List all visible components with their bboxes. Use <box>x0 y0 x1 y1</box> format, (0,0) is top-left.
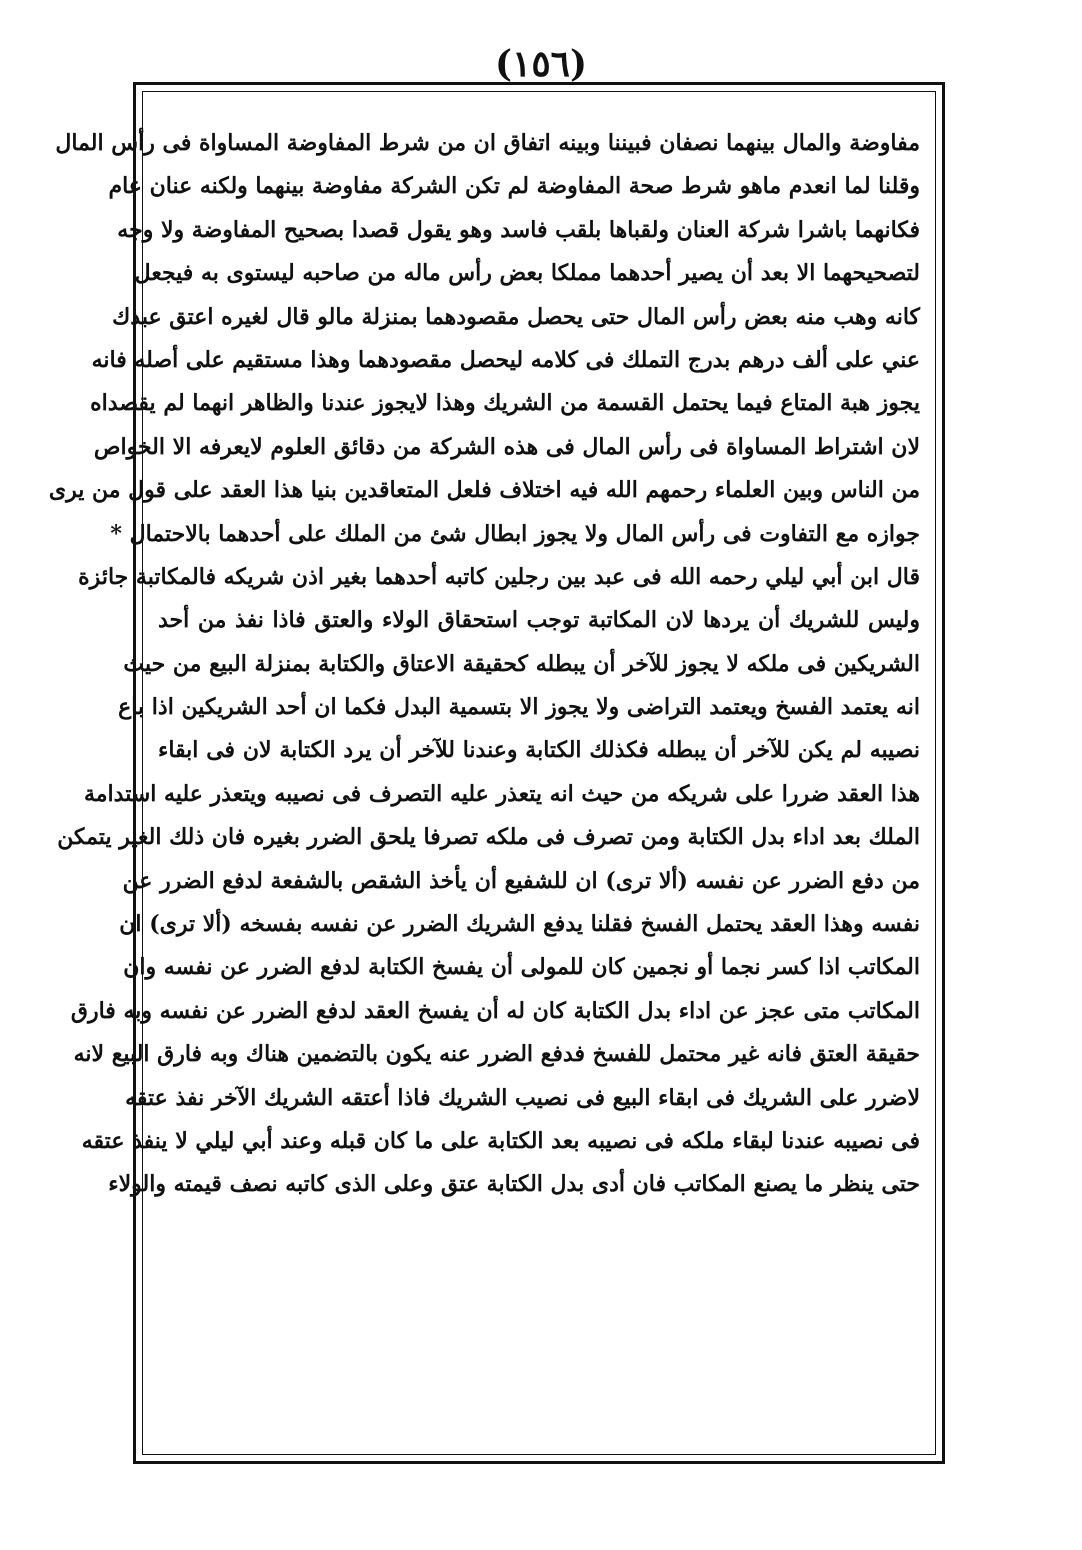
text-line: الشريكين فى ملكه لا يجوز للآخر أن يبطله كحقيقة الاعتاق والكتابة بمنزلة البيع من حيث <box>123 650 920 677</box>
text-line: كانه وهب منه بعض رأس المال حتى يحصل مقصودهما بمنزلة مالو قال لغيره اعتق عبدك <box>112 303 920 330</box>
text-line: مفاوضة والمال بينهما نصفان فبيننا وبينه اتفاق ان من شرط المفاوضة المساواة فى رأس المال <box>55 130 920 156</box>
body-text <box>48 122 920 1207</box>
page-border <box>48 82 945 1464</box>
text-line: لان اشتراط المساواة فى رأس المال فى هذه الشركة من دقائق العلوم لايعرفه الا الخواص <box>93 433 920 460</box>
text-line: قال ابن أبي ليلي رحمه الله فى عبد بين رجلين كاتبه أحدهما بغير اذن شريكه فالمكاتبة جائزة <box>78 563 920 590</box>
text-line: المكاتب متى عجز عن اداء بدل الكتابة كان له أن يفسخ العقد لدفع الضرر عن نفسه وبه فارق <box>70 997 920 1024</box>
text-line: عني على ألف درهم بدرج التملك فى كلامه ليحصل مقصودهما وهذا مستقيم على أصله فانه <box>91 346 920 373</box>
text-line: نفسه وهذا العقد يحتمل الفسخ فقلنا يدفع الشريك الضرر عن نفسه بفسخه (ألا ترى) ان <box>119 911 920 938</box>
text-line: هذا العقد ضررا على شريكه من حيث انه يتعذر عليه التصرف فى نصيبه ويتعذر عليه استدامة <box>83 780 920 807</box>
text-line: من دفع الضرر عن نفسه (ألا ترى) ان للشفيع أن يأخذ الشقص بالشفعة لدفع الضرر عن <box>122 867 920 894</box>
text-line: جوازه مع التفاوت فى رأس المال ولا يجوز ابطال شئ من الملك على أحدهما بالاحتمال * <box>110 520 920 547</box>
text-line: وقلنا لما انعدم ماهو شرط صحة المفاوضة لم تكن الشركة مفاوضة بينهما ولكنه عنان عام <box>108 173 920 200</box>
text-line: حتى ينظر ما يصنع المكاتب فان أدى بدل الكتابة عتق وعلى الذى كاتبه نصف قيمته والولاء <box>108 1171 920 1198</box>
text-line: وليس للشريك أن يردها لان المكاتبة توجب استحقاق الولاء والعتق فاذا نفذ من أحد <box>158 607 920 634</box>
page-border-inner <box>48 91 936 1455</box>
text-line: لتصحيحهما الا بعد أن يصير أحدهما مملكا بعض رأس ماله من صاحبه ليستوى به فيجعل <box>134 260 920 287</box>
page-number: (١٥٦) <box>494 43 588 85</box>
text-line: يجوز هبة المتاع فيما يحتمل القسمة من الشريك وهذا لايجوز عندنا والظاهر انهما لم يقصداه <box>90 390 920 417</box>
text-line: انه يعتمد الفسخ ويعتمد التراضى ولا يجوز الا بتسمية البدل فكما ان أحد الشريكين اذا باع <box>118 694 920 721</box>
text-line: فكانهما باشرا شركة العنان ولقباها بلقب فاسد وهو يقول قصدا بصحيح المفاوضة ولا وجه <box>117 216 920 243</box>
text-line: حقيقة العتق فانه غير محتمل للفسخ فدفع الضرر عنه يكون بالتضمين هناك وبه فارق البيع لانه <box>73 1041 920 1068</box>
text-line: المكاتب اذا كسر نجما أو نجمين كان للمولى أن يفسخ الكتابة لدفع الضرر عن نفسه وان <box>123 954 920 981</box>
text-line: من الناس وبين العلماء رحمهم الله فيه اختلاف فلعل المتعاقدين بنيا هذا العقد على قول من يرى <box>48 477 920 504</box>
text-line: لاضرر على الشريك فى ابقاء البيع فى نصيب الشريك فاذا أعتقه الشريك الآخر نفذ عتقه <box>125 1084 920 1111</box>
text-line: نصيبه لم يكن للآخر أن يبطله فكذلك الكتابة وعندنا للآخر أن يرد الكتابة لان فى ابقاء <box>158 737 920 764</box>
text-line: الملك بعد اداء بدل الكتابة ومن تصرف فى ملكه تصرفا يلحق الضرر بغيره فان ذلك الغير يتمكن <box>57 824 920 851</box>
text-line: فى نصيبه عندنا لبقاء ملكه فى نصيبه بعد الكتابة على ما كان قبله وعند أبي ليلي لا ينفذ عتقه <box>81 1127 920 1154</box>
